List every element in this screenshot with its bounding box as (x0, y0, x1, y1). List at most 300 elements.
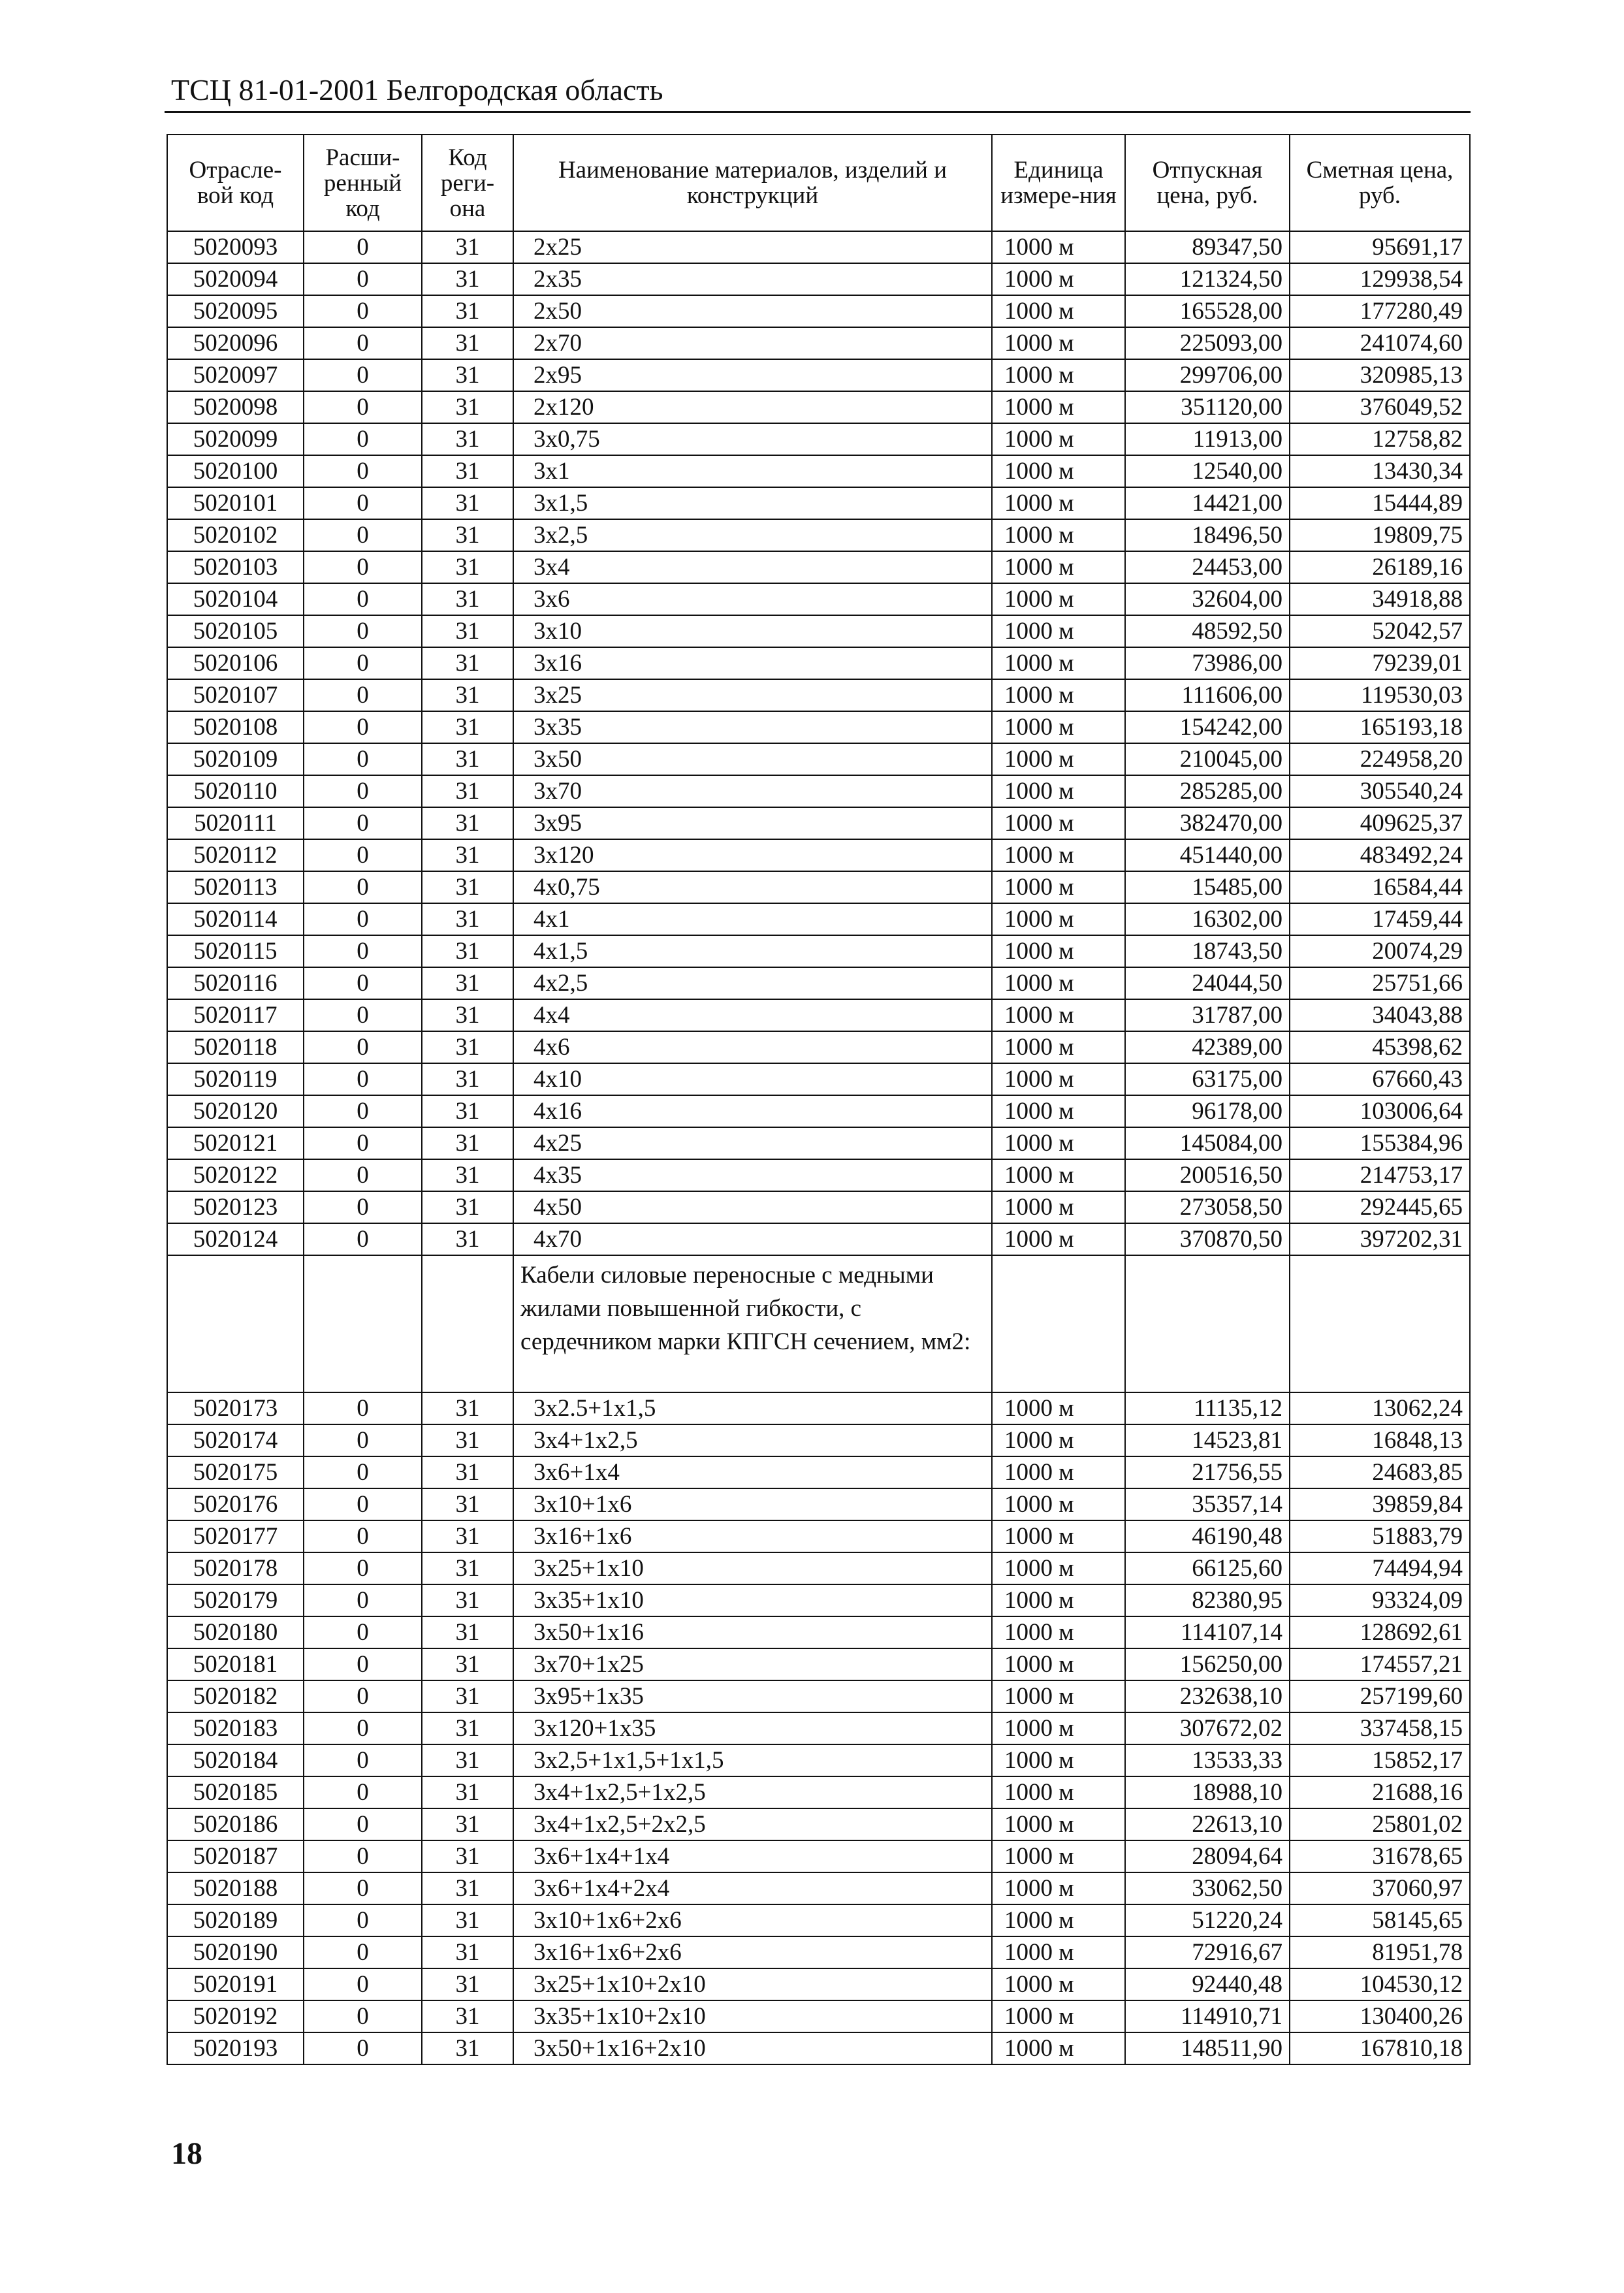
release-price-cell: 11135,12 (1125, 1392, 1290, 1424)
industry-code-cell: 5020113 (167, 871, 304, 903)
table-row (167, 1223, 1470, 1255)
extended-code-cell: 0 (304, 295, 422, 327)
group-empty-cell (1290, 1255, 1470, 1392)
release-price-cell: 72916,67 (1125, 1936, 1290, 1968)
name-cell: 4x35 (513, 1159, 992, 1191)
region-code-cell: 31 (422, 967, 513, 999)
industry-code-cell: 5020192 (167, 2000, 304, 2032)
table-row (167, 1776, 1470, 1808)
extended-code-cell: 0 (304, 967, 422, 999)
unit-cell: 1000 м (992, 807, 1125, 839)
release-price-cell: 66125,60 (1125, 1552, 1290, 1584)
region-code-cell: 31 (422, 1584, 513, 1616)
name-cell: 2x95 (513, 359, 992, 391)
extended-code-cell: 0 (304, 551, 422, 583)
unit-cell: 1000 м (992, 1584, 1125, 1616)
unit-cell: 1000 м (992, 263, 1125, 295)
estimate-price-cell: 257199,60 (1290, 1680, 1470, 1712)
industry-code-cell: 5020176 (167, 1488, 304, 1520)
extended-code-cell: 0 (304, 1223, 422, 1255)
table-row (167, 359, 1470, 391)
industry-code-cell: 5020182 (167, 1680, 304, 1712)
industry-code-cell: 5020173 (167, 1392, 304, 1424)
unit-cell: 1000 м (992, 487, 1125, 519)
unit-cell: 1000 м (992, 1904, 1125, 1936)
release-price-cell: 225093,00 (1125, 327, 1290, 359)
industry-code-cell: 5020183 (167, 1712, 304, 1744)
table-row (167, 1488, 1470, 1520)
estimate-price-cell: 337458,15 (1290, 1712, 1470, 1744)
industry-code-cell: 5020184 (167, 1744, 304, 1776)
extended-code-cell: 0 (304, 455, 422, 487)
industry-code-cell: 5020175 (167, 1456, 304, 1488)
unit-cell: 1000 м (992, 583, 1125, 615)
table-row (167, 2032, 1470, 2064)
estimate-price-cell: 37060,97 (1290, 1872, 1470, 1904)
estimate-price-cell: 52042,57 (1290, 615, 1470, 647)
unit-cell: 1000 м (992, 711, 1125, 743)
release-price-cell: 24453,00 (1125, 551, 1290, 583)
extended-code-cell: 0 (304, 1936, 422, 1968)
extended-code-cell: 0 (304, 327, 422, 359)
industry-code-cell: 5020103 (167, 551, 304, 583)
extended-code-cell: 0 (304, 359, 422, 391)
estimate-price-cell: 292445,65 (1290, 1191, 1470, 1223)
table-row (167, 1744, 1470, 1776)
region-code-cell: 31 (422, 1095, 513, 1127)
extended-code-cell: 0 (304, 1063, 422, 1095)
column-header-estimate-price: Сметная цена, руб. (1290, 135, 1470, 231)
table-row (167, 1095, 1470, 1127)
release-price-cell: 307672,02 (1125, 1712, 1290, 1744)
group-title-row (167, 1255, 1470, 1392)
group-empty-cell (304, 1255, 422, 1392)
release-price-cell: 111606,00 (1125, 679, 1290, 711)
industry-code-cell: 5020097 (167, 359, 304, 391)
name-cell: 4x6 (513, 1031, 992, 1063)
release-price-cell: 200516,50 (1125, 1159, 1290, 1191)
unit-cell: 1000 м (992, 2000, 1125, 2032)
extended-code-cell: 0 (304, 1392, 422, 1424)
estimate-price-cell: 12758,82 (1290, 423, 1470, 455)
estimate-price-cell: 13062,24 (1290, 1392, 1470, 1424)
unit-cell: 1000 м (992, 1552, 1125, 1584)
unit-cell: 1000 м (992, 1968, 1125, 2000)
estimate-price-cell: 165193,18 (1290, 711, 1470, 743)
region-code-cell: 31 (422, 1223, 513, 1255)
table-row (167, 903, 1470, 935)
unit-cell: 1000 м (992, 1424, 1125, 1456)
region-code-cell: 31 (422, 807, 513, 839)
release-price-cell: 24044,50 (1125, 967, 1290, 999)
table-row (167, 551, 1470, 583)
estimate-price-cell: 241074,60 (1290, 327, 1470, 359)
table-row (167, 935, 1470, 967)
estimate-price-cell: 224958,20 (1290, 743, 1470, 775)
unit-cell: 1000 м (992, 615, 1125, 647)
estimate-price-cell: 128692,61 (1290, 1616, 1470, 1648)
header-rule (165, 111, 1471, 113)
name-cell: 2x70 (513, 327, 992, 359)
region-code-cell: 31 (422, 1712, 513, 1744)
unit-cell: 1000 м (992, 1616, 1125, 1648)
table-row (167, 1712, 1470, 1744)
extended-code-cell: 0 (304, 1095, 422, 1127)
region-code-cell: 31 (422, 1616, 513, 1648)
estimate-price-cell: 397202,31 (1290, 1223, 1470, 1255)
name-cell: 2x35 (513, 263, 992, 295)
table-row (167, 1520, 1470, 1552)
extended-code-cell: 0 (304, 1776, 422, 1808)
table-row (167, 1031, 1470, 1063)
table-row (167, 1616, 1470, 1648)
table-row (167, 1552, 1470, 1584)
extended-code-cell: 0 (304, 519, 422, 551)
estimate-price-cell: 67660,43 (1290, 1063, 1470, 1095)
name-cell: 3x10+1x6+2x6 (513, 1904, 992, 1936)
table-row (167, 967, 1470, 999)
release-price-cell: 46190,48 (1125, 1520, 1290, 1552)
region-code-cell: 31 (422, 1392, 513, 1424)
region-code-cell: 31 (422, 1648, 513, 1680)
unit-cell: 1000 м (992, 1840, 1125, 1872)
extended-code-cell: 0 (304, 839, 422, 871)
release-price-cell: 148511,90 (1125, 2032, 1290, 2064)
name-cell: 4x0,75 (513, 871, 992, 903)
extended-code-cell: 0 (304, 583, 422, 615)
release-price-cell: 154242,00 (1125, 711, 1290, 743)
industry-code-cell: 5020112 (167, 839, 304, 871)
table-row (167, 1127, 1470, 1159)
estimate-price-cell: 58145,65 (1290, 1904, 1470, 1936)
industry-code-cell: 5020104 (167, 583, 304, 615)
estimate-price-cell: 93324,09 (1290, 1584, 1470, 1616)
region-code-cell: 31 (422, 1552, 513, 1584)
region-code-cell: 31 (422, 519, 513, 551)
estimate-price-cell: 167810,18 (1290, 2032, 1470, 2064)
name-cell: 4x4 (513, 999, 992, 1031)
region-code-cell: 31 (422, 231, 513, 263)
estimate-price-cell: 16848,13 (1290, 1424, 1470, 1456)
extended-code-cell: 0 (304, 871, 422, 903)
unit-cell: 1000 м (992, 647, 1125, 679)
group-empty-cell (992, 1255, 1125, 1392)
industry-code-cell: 5020178 (167, 1552, 304, 1584)
industry-code-cell: 5020111 (167, 807, 304, 839)
table-row (167, 423, 1470, 455)
name-cell: 3x70 (513, 775, 992, 807)
release-price-cell: 42389,00 (1125, 1031, 1290, 1063)
name-cell: 3x16 (513, 647, 992, 679)
region-code-cell: 31 (422, 1520, 513, 1552)
extended-code-cell: 0 (304, 615, 422, 647)
name-cell: 3x10 (513, 615, 992, 647)
estimate-price-cell: 155384,96 (1290, 1127, 1470, 1159)
release-price-cell: 13533,33 (1125, 1744, 1290, 1776)
name-cell: 3x6+1x4+1x4 (513, 1840, 992, 1872)
estimate-price-cell: 20074,29 (1290, 935, 1470, 967)
estimate-price-cell: 119530,03 (1290, 679, 1470, 711)
unit-cell: 1000 м (992, 1936, 1125, 1968)
release-price-cell: 63175,00 (1125, 1063, 1290, 1095)
table-row (167, 871, 1470, 903)
region-code-cell: 31 (422, 455, 513, 487)
unit-cell: 1000 м (992, 903, 1125, 935)
name-cell: 3x6+1x4 (513, 1456, 992, 1488)
industry-code-cell: 5020180 (167, 1616, 304, 1648)
release-price-cell: 21756,55 (1125, 1456, 1290, 1488)
estimate-price-cell: 305540,24 (1290, 775, 1470, 807)
estimate-price-cell: 103006,64 (1290, 1095, 1470, 1127)
region-code-cell: 31 (422, 263, 513, 295)
estimate-price-cell: 25801,02 (1290, 1808, 1470, 1840)
estimate-price-cell: 15444,89 (1290, 487, 1470, 519)
region-code-cell: 31 (422, 871, 513, 903)
industry-code-cell: 5020096 (167, 327, 304, 359)
unit-cell: 1000 м (992, 327, 1125, 359)
release-price-cell: 114107,14 (1125, 1616, 1290, 1648)
region-code-cell: 31 (422, 743, 513, 775)
column-header-region-code: Код реги-она (422, 135, 513, 231)
release-price-cell: 273058,50 (1125, 1191, 1290, 1223)
name-cell: 2x120 (513, 391, 992, 423)
release-price-cell: 89347,50 (1125, 231, 1290, 263)
estimate-price-cell: 31678,65 (1290, 1840, 1470, 1872)
extended-code-cell: 0 (304, 1552, 422, 1584)
estimate-price-cell: 13430,34 (1290, 455, 1470, 487)
region-code-cell: 31 (422, 711, 513, 743)
unit-cell: 1000 м (992, 999, 1125, 1031)
unit-cell: 1000 м (992, 519, 1125, 551)
table-header-row (167, 135, 1470, 231)
table-group-section (167, 1255, 1470, 1392)
extended-code-cell: 0 (304, 1744, 422, 1776)
table-row (167, 1872, 1470, 1904)
release-price-cell: 165528,00 (1125, 295, 1290, 327)
region-code-cell: 31 (422, 1744, 513, 1776)
unit-cell: 1000 м (992, 1456, 1125, 1488)
name-cell: 2x25 (513, 231, 992, 263)
release-price-cell: 82380,95 (1125, 1584, 1290, 1616)
unit-cell: 1000 м (992, 231, 1125, 263)
unit-cell: 1000 м (992, 455, 1125, 487)
extended-code-cell: 0 (304, 391, 422, 423)
estimate-price-cell: 34043,88 (1290, 999, 1470, 1031)
release-price-cell: 96178,00 (1125, 1095, 1290, 1127)
industry-code-cell: 5020119 (167, 1063, 304, 1095)
region-code-cell: 31 (422, 1159, 513, 1191)
industry-code-cell: 5020093 (167, 231, 304, 263)
extended-code-cell: 0 (304, 1424, 422, 1456)
release-price-cell: 14523,81 (1125, 1424, 1290, 1456)
release-price-cell: 33062,50 (1125, 1872, 1290, 1904)
table-row (167, 1392, 1470, 1424)
table-row (167, 711, 1470, 743)
estimate-price-cell: 130400,26 (1290, 2000, 1470, 2032)
extended-code-cell: 0 (304, 423, 422, 455)
release-price-cell: 22613,10 (1125, 1808, 1290, 1840)
region-code-cell: 31 (422, 615, 513, 647)
name-cell: 3x70+1x25 (513, 1648, 992, 1680)
unit-cell: 1000 м (992, 359, 1125, 391)
unit-cell: 1000 м (992, 871, 1125, 903)
industry-code-cell: 5020123 (167, 1191, 304, 1223)
region-code-cell: 31 (422, 1424, 513, 1456)
estimate-price-cell: 21688,16 (1290, 1776, 1470, 1808)
name-cell: 3x25+1x10 (513, 1552, 992, 1584)
release-price-cell: 299706,00 (1125, 359, 1290, 391)
name-cell: 3x1 (513, 455, 992, 487)
estimate-price-cell: 81951,78 (1290, 1936, 1470, 1968)
table-row (167, 1159, 1470, 1191)
extended-code-cell: 0 (304, 263, 422, 295)
extended-code-cell: 0 (304, 2000, 422, 2032)
column-header-name: Наименование материалов, изделий и конструкций (513, 135, 992, 231)
region-code-cell: 31 (422, 1872, 513, 1904)
extended-code-cell: 0 (304, 1712, 422, 1744)
industry-code-cell: 5020110 (167, 775, 304, 807)
unit-cell: 1000 м (992, 1648, 1125, 1680)
group-empty-cell (1125, 1255, 1290, 1392)
release-price-cell: 73986,00 (1125, 647, 1290, 679)
extended-code-cell: 0 (304, 1159, 422, 1191)
region-code-cell: 31 (422, 551, 513, 583)
region-code-cell: 31 (422, 1776, 513, 1808)
name-cell: 3x95 (513, 807, 992, 839)
region-code-cell: 31 (422, 327, 513, 359)
region-code-cell: 31 (422, 1968, 513, 2000)
estimate-price-cell: 320985,13 (1290, 359, 1470, 391)
table-row (167, 1584, 1470, 1616)
extended-code-cell: 0 (304, 1031, 422, 1063)
name-cell: 3x25 (513, 679, 992, 711)
unit-cell: 1000 м (992, 743, 1125, 775)
industry-code-cell: 5020105 (167, 615, 304, 647)
estimate-price-cell: 39859,84 (1290, 1488, 1470, 1520)
name-cell: 3x2,5+1x1,5+1x1,5 (513, 1744, 992, 1776)
name-cell: 3x95+1x35 (513, 1680, 992, 1712)
region-code-cell: 31 (422, 1063, 513, 1095)
unit-cell: 1000 м (992, 935, 1125, 967)
estimate-price-cell: 24683,85 (1290, 1456, 1470, 1488)
table-row (167, 807, 1470, 839)
table-row (167, 1456, 1470, 1488)
group-empty-cell (167, 1255, 304, 1392)
name-cell: 3x16+1x6+2x6 (513, 1936, 992, 1968)
unit-cell: 1000 м (992, 967, 1125, 999)
name-cell: 3x10+1x6 (513, 1488, 992, 1520)
name-cell: 3x50 (513, 743, 992, 775)
industry-code-cell: 5020109 (167, 743, 304, 775)
page-number: 18 (171, 2136, 202, 2171)
estimate-price-cell: 19809,75 (1290, 519, 1470, 551)
region-code-cell: 31 (422, 1904, 513, 1936)
industry-code-cell: 5020100 (167, 455, 304, 487)
table-row (167, 583, 1470, 615)
region-code-cell: 31 (422, 2000, 513, 2032)
price-table (167, 134, 1471, 2065)
name-cell: 4x25 (513, 1127, 992, 1159)
industry-code-cell: 5020117 (167, 999, 304, 1031)
extended-code-cell: 0 (304, 1616, 422, 1648)
region-code-cell: 31 (422, 1456, 513, 1488)
column-header-extended-code: Расши-ренный код (304, 135, 422, 231)
industry-code-cell: 5020186 (167, 1808, 304, 1840)
name-cell: 4x2,5 (513, 967, 992, 999)
industry-code-cell: 5020190 (167, 1936, 304, 1968)
unit-cell: 1000 м (992, 2032, 1125, 2064)
extended-code-cell: 0 (304, 487, 422, 519)
unit-cell: 1000 м (992, 1223, 1125, 1255)
unit-cell: 1000 м (992, 423, 1125, 455)
estimate-price-cell: 177280,49 (1290, 295, 1470, 327)
name-cell: 3x2.5+1x1,5 (513, 1392, 992, 1424)
estimate-price-cell: 34918,88 (1290, 583, 1470, 615)
table-row (167, 519, 1470, 551)
region-code-cell: 31 (422, 935, 513, 967)
estimate-price-cell: 409625,37 (1290, 807, 1470, 839)
release-price-cell: 31787,00 (1125, 999, 1290, 1031)
extended-code-cell: 0 (304, 1456, 422, 1488)
region-code-cell: 31 (422, 1840, 513, 1872)
table-row (167, 1808, 1470, 1840)
table-row (167, 1936, 1470, 1968)
estimate-price-cell: 15852,17 (1290, 1744, 1470, 1776)
release-price-cell: 32604,00 (1125, 583, 1290, 615)
industry-code-cell: 5020108 (167, 711, 304, 743)
region-code-cell: 31 (422, 839, 513, 871)
name-cell: 3x25+1x10+2x10 (513, 1968, 992, 2000)
table-row (167, 295, 1470, 327)
document-header: ТСЦ 81-01-2001 Белгородская область (171, 73, 663, 106)
extended-code-cell: 0 (304, 2032, 422, 2064)
release-price-cell: 18743,50 (1125, 935, 1290, 967)
release-price-cell: 156250,00 (1125, 1648, 1290, 1680)
unit-cell: 1000 м (992, 1520, 1125, 1552)
region-code-cell: 31 (422, 423, 513, 455)
table-row (167, 455, 1470, 487)
industry-code-cell: 5020124 (167, 1223, 304, 1255)
release-price-cell: 28094,64 (1125, 1840, 1290, 1872)
release-price-cell: 51220,24 (1125, 1904, 1290, 1936)
table-row (167, 1680, 1470, 1712)
unit-cell: 1000 м (992, 1712, 1125, 1744)
name-cell: 3x2,5 (513, 519, 992, 551)
estimate-price-cell: 174557,21 (1290, 1648, 1470, 1680)
industry-code-cell: 5020120 (167, 1095, 304, 1127)
name-cell: 3x4+1x2,5+2x2,5 (513, 1808, 992, 1840)
industry-code-cell: 5020121 (167, 1127, 304, 1159)
release-price-cell: 12540,00 (1125, 455, 1290, 487)
industry-code-cell: 5020187 (167, 1840, 304, 1872)
extended-code-cell: 0 (304, 679, 422, 711)
unit-cell: 1000 м (992, 295, 1125, 327)
region-code-cell: 31 (422, 1680, 513, 1712)
extended-code-cell: 0 (304, 775, 422, 807)
name-cell: 3x4 (513, 551, 992, 583)
table-row (167, 1063, 1470, 1095)
release-price-cell: 92440,48 (1125, 1968, 1290, 2000)
extended-code-cell: 0 (304, 1680, 422, 1712)
unit-cell: 1000 м (992, 1776, 1125, 1808)
region-code-cell: 31 (422, 679, 513, 711)
region-code-cell: 31 (422, 999, 513, 1031)
column-header-industry-code: Отрасле-вой код (167, 135, 304, 231)
extended-code-cell: 0 (304, 1808, 422, 1840)
name-cell: 3x35+1x10 (513, 1584, 992, 1616)
unit-cell: 1000 м (992, 551, 1125, 583)
industry-code-cell: 5020191 (167, 1968, 304, 2000)
